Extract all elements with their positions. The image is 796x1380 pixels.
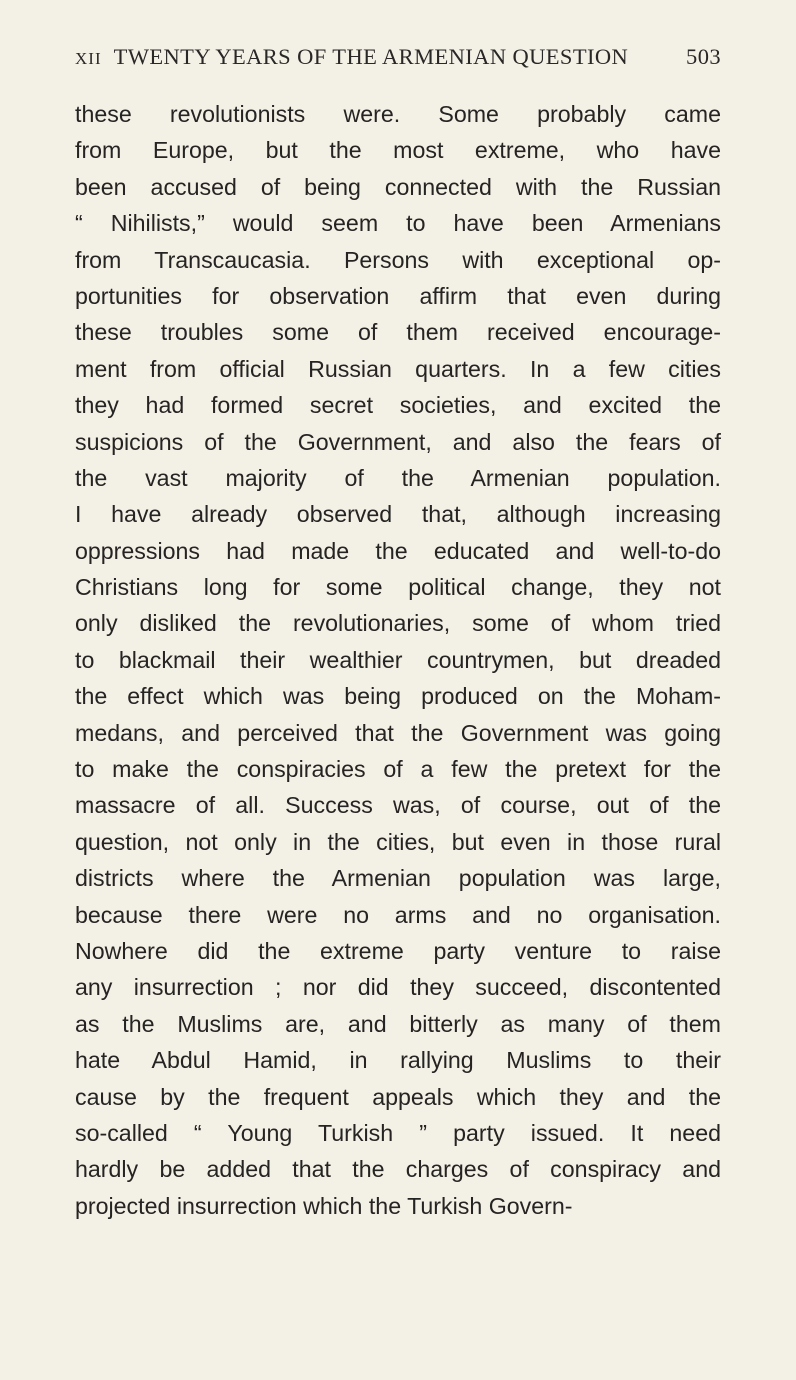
text-line: from Europe, but the most extreme, who have — [75, 137, 721, 164]
text-line: these revolutionists were. Some probably came — [75, 101, 721, 127]
text-line: projected insurrection which the Turkish Govern- — [75, 1192, 573, 1219]
text-line: they had formed secret societies, and excited the — [75, 392, 721, 419]
text-line: to make the conspiracies of a few the pretext for the — [75, 756, 721, 783]
text-line: as the Muslims are, and bitterly as many of them — [75, 1010, 721, 1037]
chapter-number: XII — [75, 49, 102, 68]
text-line: been accused of being connected with the Russian — [75, 173, 721, 200]
text-line: massacre of all. Success was, of course, out of the — [75, 792, 721, 819]
running-head — [75, 44, 721, 80]
text-line: Christians long for some political change, they not — [75, 574, 721, 601]
running-title: TWENTY YEARS OF THE ARMENIAN QUESTION — [113, 44, 629, 69]
text-line: hardly be added that the charges of conspiracy and — [75, 1156, 721, 1183]
text-line: medans, and perceived that the Government was going — [75, 719, 721, 746]
text-line: ment from official Russian quarters. In a few cities — [75, 355, 721, 382]
text-line: question, not only in the cities, but even in those rural — [75, 828, 721, 855]
text-line: the effect which was being produced on the Moham- — [75, 683, 721, 710]
text-line: hate Abdul Hamid, in rallying Muslims to their — [75, 1047, 721, 1074]
body-text — [75, 96, 721, 1224]
text-line: from Transcaucasia. Persons with exceptional op- — [75, 246, 721, 273]
text-line: portunities for observation affirm that even during — [75, 282, 721, 309]
text-line: cause by the frequent appeals which they and the — [75, 1083, 721, 1110]
text-line: Nowhere did the extreme party venture to raise — [75, 937, 721, 964]
text-line: because there were no arms and no organisation. — [75, 901, 721, 928]
text-line: the vast majority of the Armenian population. — [75, 464, 721, 491]
text-line: “ Nihilists,” would seem to have been Armenians — [75, 210, 721, 237]
text-line: to blackmail their wealthier countrymen, but dreaded — [75, 646, 721, 673]
text-line: suspicions of the Government, and also the fears of — [75, 428, 721, 455]
text-line: so-called “ Young Turkish ” party issued. It need — [75, 1119, 721, 1146]
text-line: only disliked the revolutionaries, some of whom tried — [75, 610, 721, 637]
text-line: these troubles some of them received encourage- — [75, 319, 721, 346]
text-line: I have already observed that, although increasing — [75, 501, 721, 528]
page-number: 503 — [686, 44, 721, 69]
text-line: districts where the Armenian population was large, — [75, 865, 721, 892]
text-line: any insurrection ; nor did they succeed, discontented — [75, 974, 721, 1001]
text-line: oppressions had made the educated and well-to-do — [75, 537, 721, 564]
